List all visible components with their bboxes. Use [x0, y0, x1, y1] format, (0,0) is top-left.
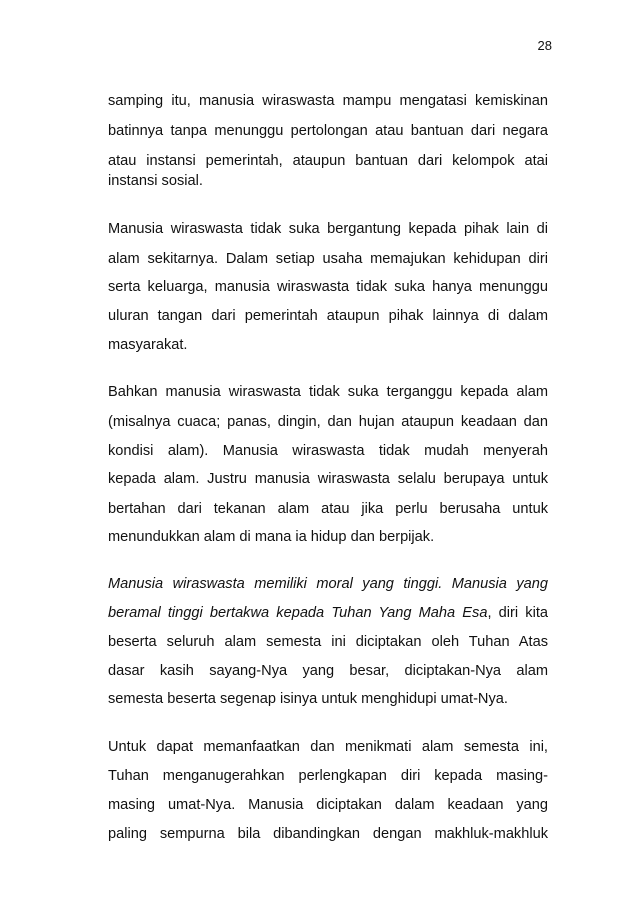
paragraph-4-line-2-rest: , diri kita [487, 605, 548, 621]
paragraph-4-line-1: Manusia wiraswasta memiliki moral yang tinggi. Manusia yang [108, 576, 548, 592]
paragraph-5-line-3: masing umat-Nya. Manusia diciptakan dalam keadaan yang [108, 797, 548, 813]
paragraph-1-line-2: batinnya tanpa menunggu pertolongan atau bantuan dari negara [108, 123, 548, 139]
paragraph-3-line-4: kepada alam. Justru manusia wiraswasta selalu berupaya untuk [108, 471, 548, 487]
paragraph-4-line-5: semesta beserta segenap isinya untuk menghidupi umat-Nya. [108, 691, 508, 707]
paragraph-5-line-2: Tuhan menganugerahkan perlengkapan diri kepada masing- [108, 768, 548, 784]
paragraph-3-line-6: menundukkan alam di mana ia hidup dan berpijak. [108, 529, 435, 545]
paragraph-4-line-2 [108, 604, 548, 622]
paragraph-3-line-1: Bahkan manusia wiraswasta tidak suka terganggu kepada alam [108, 384, 548, 400]
paragraph-1-line-4: instansi sosial. [108, 173, 203, 189]
paragraph-2-line-5: masyarakat. [108, 337, 188, 353]
paragraph-3-line-2: (misalnya cuaca; panas, dingin, dan hujan ataupun keadaan dan [108, 414, 548, 430]
paragraph-2-line-3: serta keluarga, manusia wiraswasta tidak suka hanya menunggu [108, 279, 548, 295]
paragraph-4-line-3: beserta seluruh alam semesta ini diciptakan oleh Tuhan Atas [108, 634, 548, 650]
page-number: 28 [537, 38, 552, 53]
paragraph-2-line-1: Manusia wiraswasta tidak suka bergantung kepada pihak lain di [108, 221, 548, 237]
paragraph-3-line-5: bertahan dari tekanan alam atau jika perlu berusaha untuk [108, 501, 548, 517]
paragraph-1-line-1: samping itu, manusia wiraswasta mampu mengatasi kemiskinan [108, 93, 548, 109]
paragraph-2-line-2: alam sekitarnya. Dalam setiap usaha memajukan kehidupan diri [108, 251, 548, 267]
paragraph-3-line-3: kondisi alam). Manusia wiraswasta tidak mudah menyerah [108, 443, 548, 459]
paragraph-4-line-2-italic: beramal tinggi bertakwa kepada Tuhan Yang Maha Esa [108, 605, 488, 621]
paragraph-5-line-4: paling sempurna bila dibandingkan dengan makhluk-makhluk [108, 826, 548, 842]
paragraph-5-line-1: Untuk dapat memanfaatkan dan menikmati alam semesta ini, [108, 739, 548, 755]
paragraph-1-line-3: atau instansi pemerintah, ataupun bantuan dari kelompok atai [108, 153, 548, 169]
paragraph-4-line-4: dasar kasih sayang-Nya yang besar, diciptakan-Nya alam [108, 663, 548, 679]
paragraph-2-line-4: uluran tangan dari pemerintah ataupun pihak lainnya di dalam [108, 308, 548, 324]
